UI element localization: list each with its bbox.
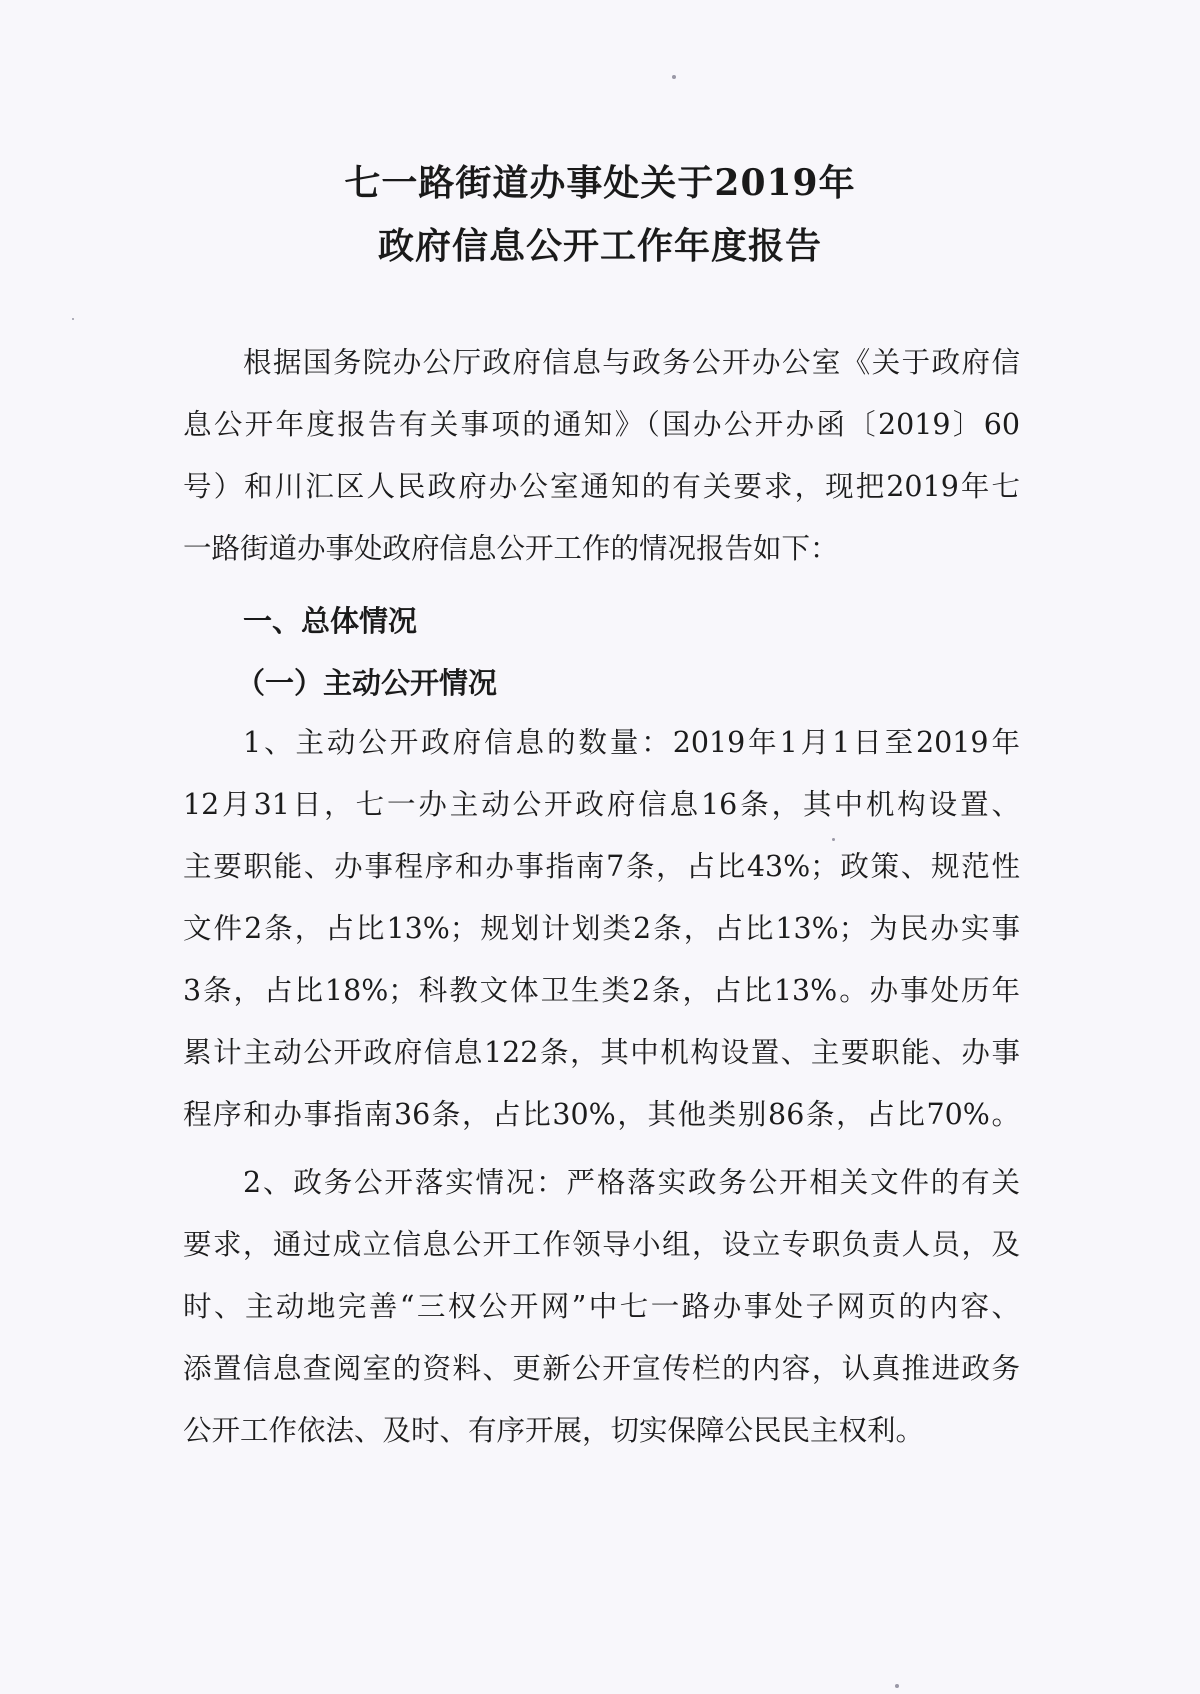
paragraph-line: 文件2条，占比13%；规划计划类2条，占比13%；为民办实事 xyxy=(183,912,1020,945)
intro-line: 一路街道办事处政府信息公开工作的情况报告如下： xyxy=(183,532,839,565)
intro-line: 息公开年度报告有关事项的通知》（国办公开办函〔2019〕60 xyxy=(183,408,1020,441)
intro-line: 根据国务院办公厅政府信息与政务公开办公室《关于政府信 xyxy=(243,346,1020,379)
section-heading: 一、总体情况 xyxy=(243,604,418,638)
paragraph-line: 要求，通过成立信息公开工作领导小组，设立专职负责人员，及 xyxy=(183,1228,1020,1261)
document-title-line-1: 七一路街道办事处关于2019年 xyxy=(344,162,856,204)
intro-line: 号）和川汇区人民政府办公室通知的有关要求，现把2019年七 xyxy=(183,470,1020,503)
paragraph-line: 1、主动公开政府信息的数量：2019年1月1日至2019年 xyxy=(243,726,1020,759)
scan-speck xyxy=(895,1684,899,1688)
paragraph-line: 累计主动公开政府信息122条，其中机构设置、主要职能、办事 xyxy=(183,1036,1020,1069)
subsection-heading: （一）主动公开情况 xyxy=(236,666,498,700)
paragraph-line: 12月31日，七一办主动公开政府信息16条，其中机构设置、 xyxy=(183,788,1020,821)
scan-speck xyxy=(832,838,835,841)
scan-speck xyxy=(72,318,74,320)
paragraph-line: 3条，占比18%；科教文体卫生类2条，占比13%。办事处历年 xyxy=(183,974,1020,1007)
paragraph-line: 添置信息查阅室的资料、更新公开宣传栏的内容，认真推进政务 xyxy=(183,1352,1020,1385)
scan-speck xyxy=(672,75,676,79)
paragraph-line: 主要职能、办事程序和办事指南7条，占比43%；政策、规范性 xyxy=(183,850,1020,883)
paragraph-line: 公开工作依法、及时、有序开展，切实保障公民民主权利。 xyxy=(183,1414,925,1447)
paragraph-line: 程序和办事指南36条，占比30%，其他类别86条，占比70%。 xyxy=(183,1098,1020,1131)
document-title-line-2: 政府信息公开工作年度报告 xyxy=(377,225,822,267)
paragraph-line: 2、政务公开落实情况：严格落实政务公开相关文件的有关 xyxy=(243,1166,1020,1199)
paragraph-line: 时、主动地完善“三权公开网”中七一路办事处子网页的内容、 xyxy=(183,1290,1020,1323)
